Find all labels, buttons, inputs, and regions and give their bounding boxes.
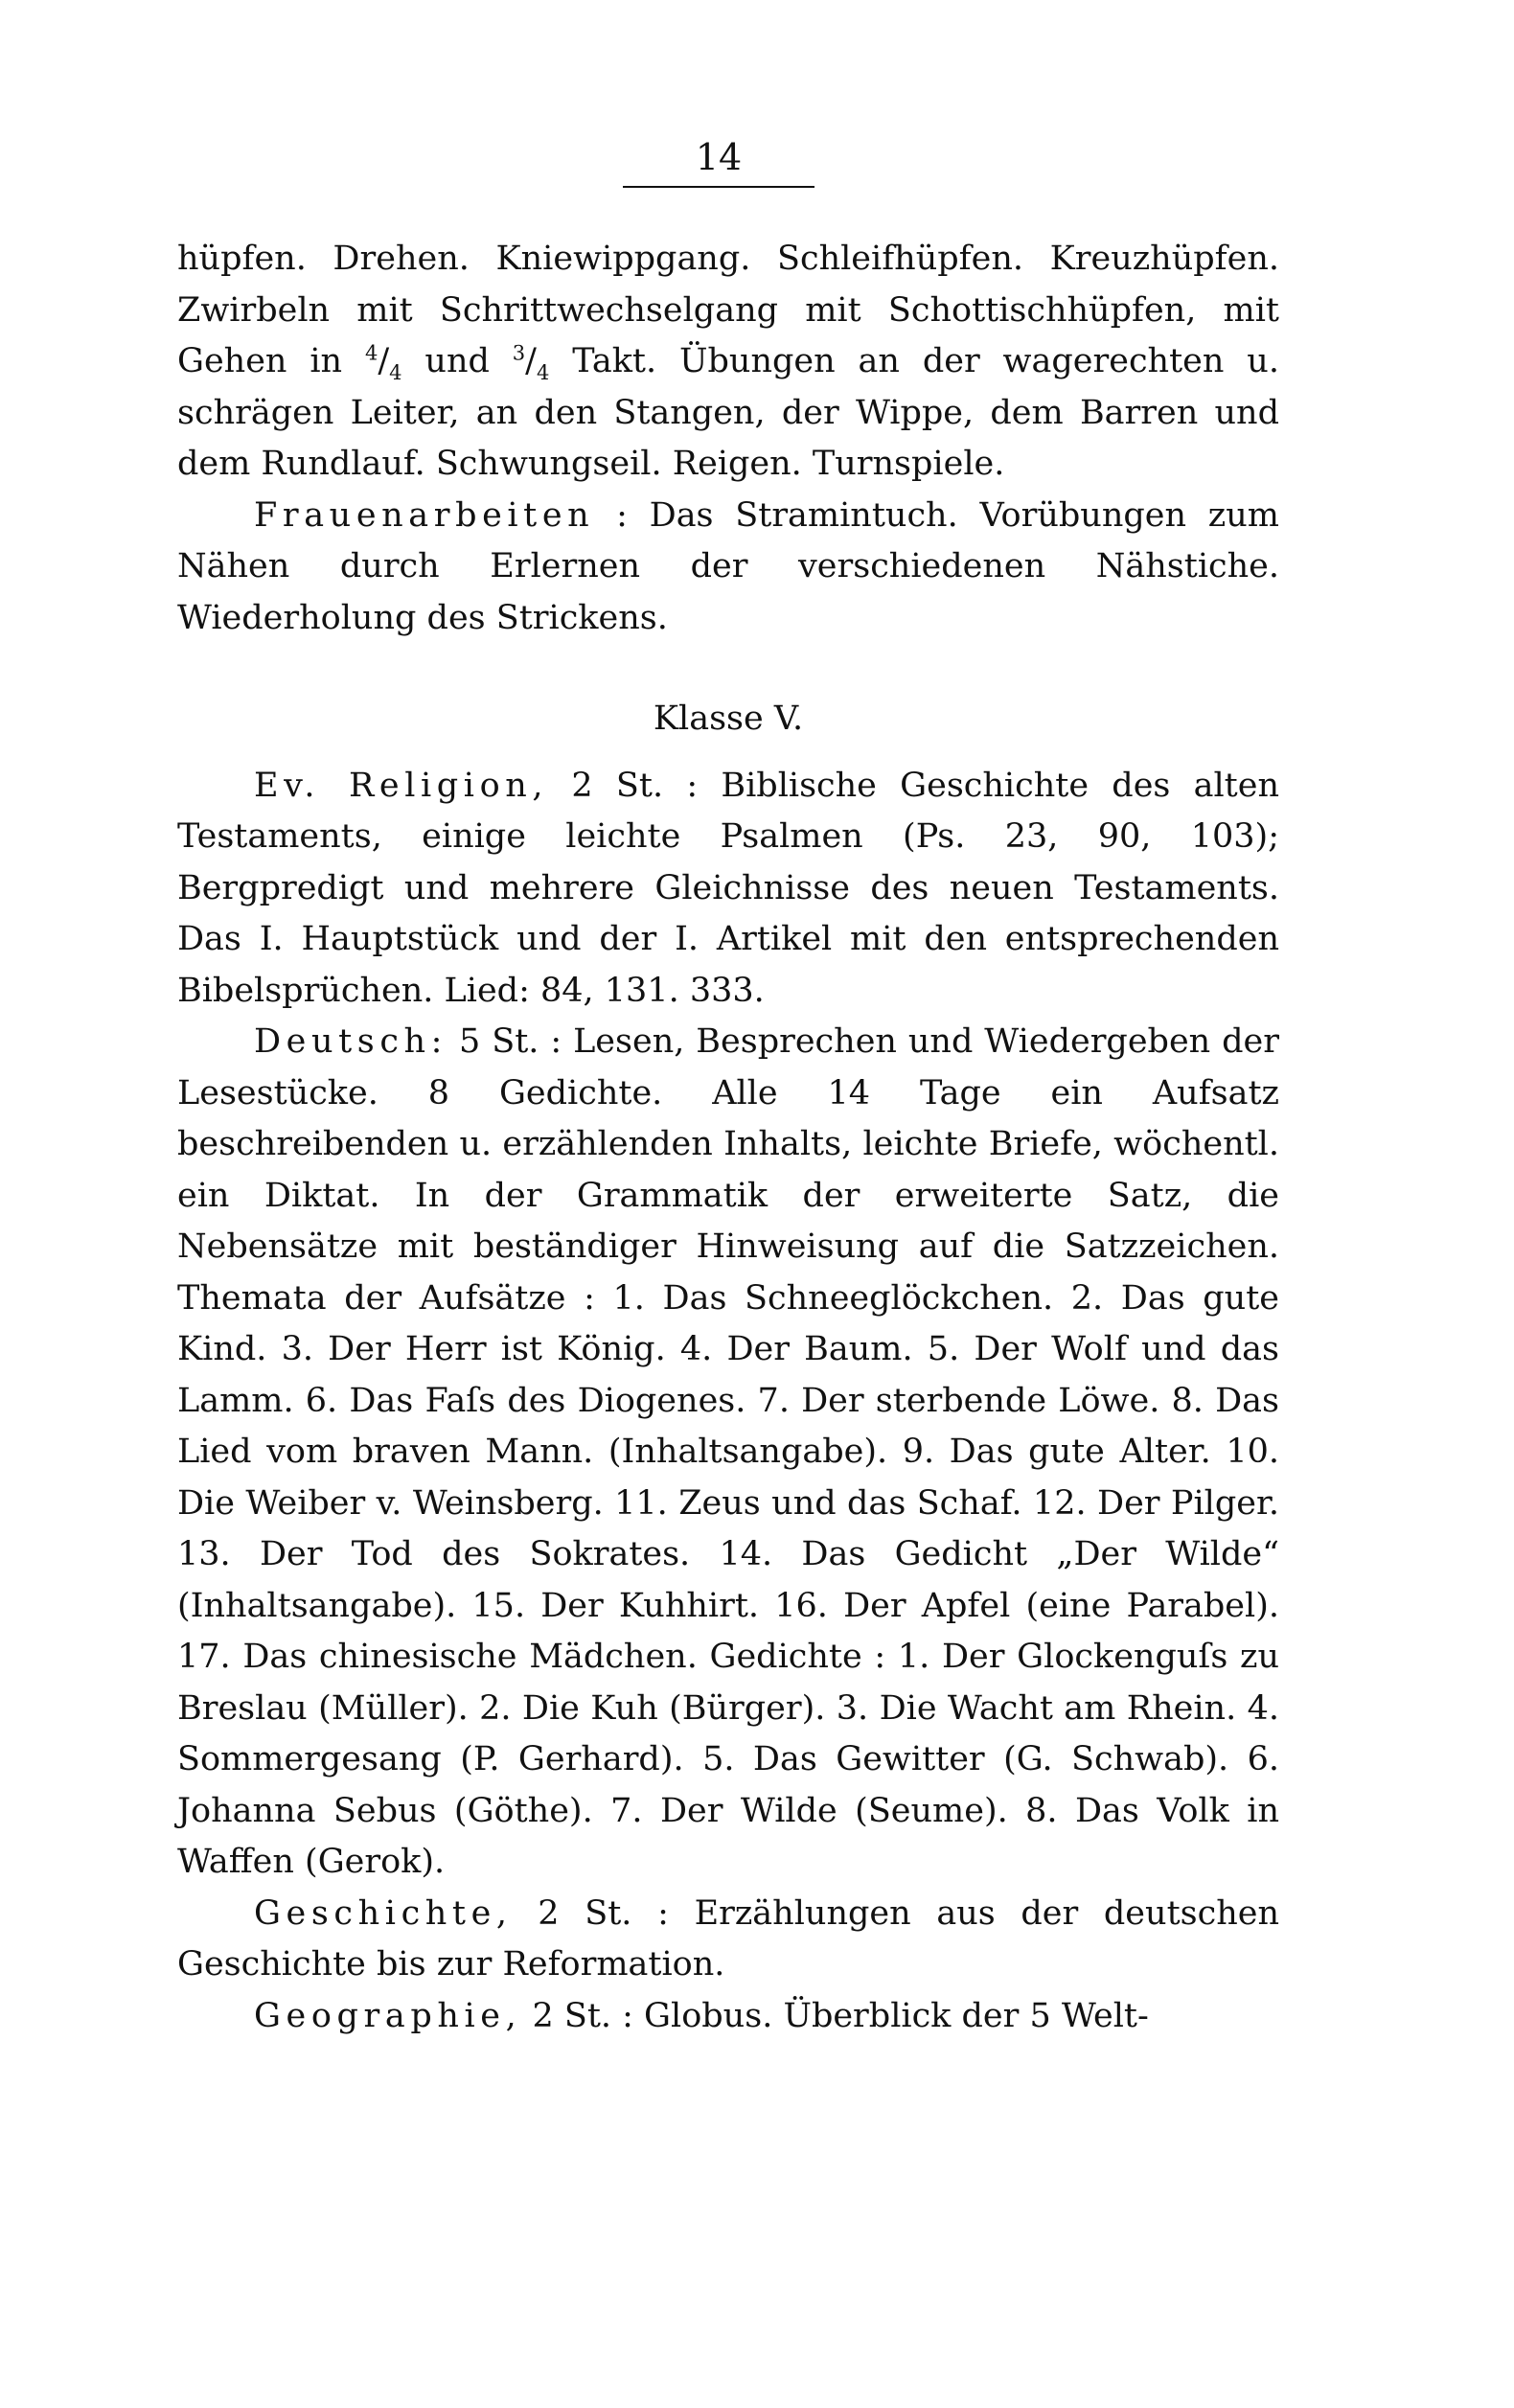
- turnen-text: hüpfen. Drehen. Kniewippgang. Schleifhüpfen. Kreuzhüpfen. Zwirbeln mit Schrittwechselgang mit Schottischhüpfen, mit Gehen in: [177, 240, 1279, 380]
- paragraph-frauenarbeiten: [177, 491, 1279, 645]
- fraction-denominator: 4: [536, 361, 550, 384]
- paragraph-geschichte: [177, 1889, 1279, 1991]
- body-text: [177, 234, 1279, 2042]
- paragraph-turnen: hüpfen. Drehen. Kniewippgang. Schleifhüpfen. Kreuzhüpfen. Zwirbeln mit Schrittwechselgang mit Schottischhüpfen, mit Gehen in $^4/_4$ und $^3/_4$ Takt. Übungen an der wagerechten u. schrägen Leiter, an den Stangen, der Wippe, dem Barren und dem Rundlauf. Schwungseil. Reigen. Turnspiele.: [177, 240, 1279, 483]
- und-text: und: [401, 342, 513, 380]
- paragraph-geographie: [177, 1991, 1279, 2043]
- paragraph-deutsch: [177, 1017, 1279, 1889]
- fraction-numerator: 4: [364, 341, 378, 365]
- geographie-label: Geographie,: [254, 1996, 522, 2035]
- religion-label: Ev. Religion,: [254, 766, 549, 805]
- paragraph-religion: [177, 761, 1279, 1018]
- geschichte-text: 2 St. : Erzählungen aus der deutschen Geschichte bis zur Reformation.: [177, 1893, 1279, 1984]
- religion-text: 2 St. : Biblische Geschichte des alten Testaments, einige leichte Psalmen (Ps. 23, 90, 103); Bergpredigt und mehrere Gleichnisse des neuen Testaments. Das I. Hauptstück und der I. Artikel mit den entsprechenden Bibelsprüchen. Lied: 84, 131. 333.: [177, 766, 1279, 1010]
- fraction-numerator: 3: [512, 341, 526, 365]
- turnen-end-text: Takt. Übungen an der wagerechten u. schrägen Leiter, an den Stangen, der Wippe, dem Barren und dem Rundlauf. Schwungseil. Reigen. Turnspiele.: [177, 342, 1279, 483]
- page-number-rule: [623, 186, 814, 188]
- fraction-denominator: 4: [389, 361, 402, 384]
- page-number: 14: [695, 136, 743, 178]
- frauenarbeiten-text: : Das Stramintuch. Vorübungen zum Nähen durch Erlernen der verschiedenen Nähstiche. Wiederholung des Strickens.: [177, 495, 1279, 637]
- geschichte-label: Geschichte,: [254, 1893, 513, 1933]
- geographie-text: 2 St. : Globus. Überblick der 5 Welt-: [521, 1996, 1149, 2035]
- deutsch-text: 5 St. : Lesen, Besprechen und Wiedergeben der Lesestücke. 8 Gedichte. Alle 14 Tage ein Aufsatz beschreibenden u. erzählenden Inhalts, leichte Briefe, wöchentl. ein Diktat. In der Grammatik der erweiterte Satz, die Nebensätze mit beständiger Hinweisung auf die Satzzeichen. Themata der Aufsätze : 1. Das Schneeglöckchen. 2. Das gute Kind. 3. Der Herr ist König. 4. Der Baum. 5. Der Wolf und das Lamm. 6. Das Faſs des Diogenes. 7. Der sterbende Löwe. 8. Das Lied vom braven Mann. (Inhaltsangabe). 9. Das gute Alter. 10. Die Weiber v. Weinsberg. 11. Zeus und das Schaf. 12. Der Pilger. 13. Der Tod des Sokrates. 14. Das Gedicht „Der Wilde“ (Inhaltsangabe). 15. Der Kuhhirt. 16. Der Apfel (eine Parabel). 17. Das chinesische Mädchen. Gedichte : 1. Der Glockenguſs zu Breslau (Müller). 2. Die Kuh (Bürger). 3. Die Wacht am Rhein. 4. Sommergesang (P. Gerhard). 5. Das Gewitter (G. Schwab). 6. Johanna Sebus (Göthe). 7. Der Wilde (Seume). 8. Das Volk in Waffen (Gerok).: [177, 1022, 1279, 1881]
- frauenarbeiten-label: Frauenarbeiten: [254, 495, 595, 535]
- deutsch-label: Deutsch:: [254, 1022, 448, 1061]
- section-heading: Klasse V.: [653, 699, 804, 738]
